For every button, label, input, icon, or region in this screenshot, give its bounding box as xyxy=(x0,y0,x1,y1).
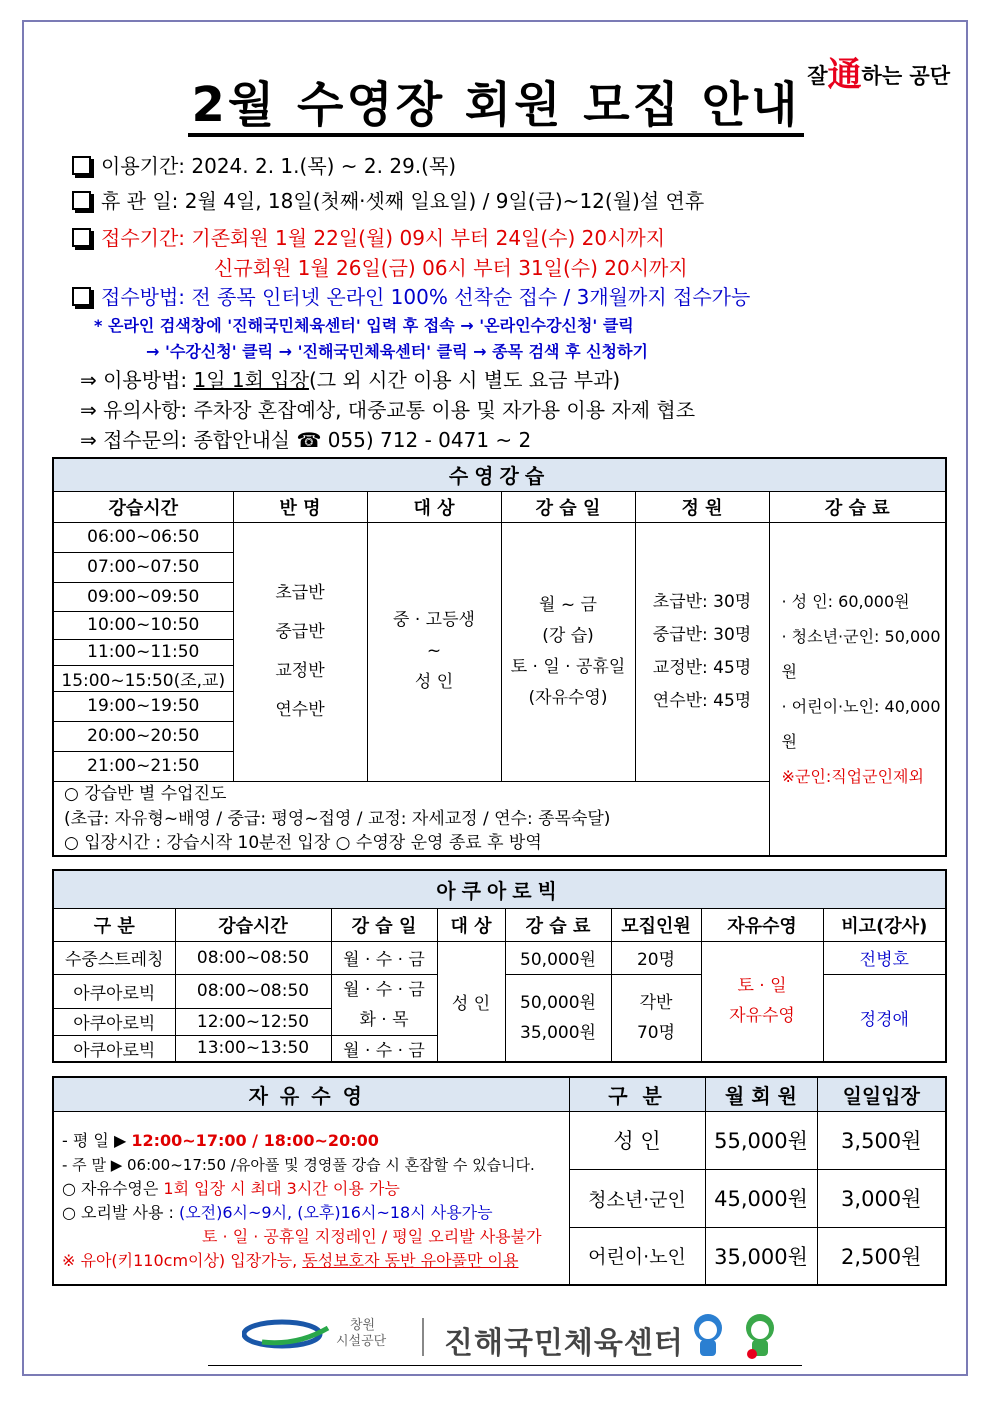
swoosh-icon xyxy=(242,1316,332,1352)
program-time: 08:00~08:50 xyxy=(175,974,331,1008)
free-swim-cell: 토 · 일 자유수영 xyxy=(701,941,823,1062)
program-time: 08:00~08:50 xyxy=(175,941,331,974)
instructor-cell: 전병호 xyxy=(823,941,946,974)
time-slot: 06:00~06:50 xyxy=(53,522,233,552)
org-name: 창원 시설공단 xyxy=(336,1318,387,1349)
free-swim-rules: - 평 일 ▶ 12:00~17:00 / 18:00~20:00 - 주 말 ▶ 06:00~17:50 /유아풀 및 경영풀 강습 시 혼잡할 수 있습니다. ○ 자유수영은 1회 입장 시 최대 3시간 이용 가능 ○ 오리발 사용 : (오전)6시~9시, (오후)16시~18시 사용가능 토 · 일 · 공휴일 지정레인 / 평일 오리발 사용불가 ※ 유아(키110cm이상) 입장가능, 동성보호자 동반 유아풀만 이용 xyxy=(53,1111,569,1285)
days-cell: 월 ~ 금 (강 습) 토 · 일 · 공휴일 (자유수영) xyxy=(501,522,635,781)
capacity-cell: 초급반: 30명 중급반: 30명 교정반: 45명 연수반: 45명 xyxy=(635,522,769,781)
program-days: 월 · 수 · 금 화 · 목 xyxy=(331,974,437,1035)
time-slot: 10:00~10:50 xyxy=(53,611,233,639)
price-daily: 3,500원 xyxy=(817,1111,946,1169)
col-fee: 강 습 료 xyxy=(505,908,611,941)
info-method: 접수방법: 전 종목 인터넷 온라인 100% 선착순 접수 / 3개월까지 접수가능 xyxy=(72,283,750,311)
footer-line xyxy=(208,1365,802,1366)
checkbox-icon xyxy=(72,156,91,175)
target-cell: 중 · 고등생 ~ 성 인 xyxy=(367,522,501,781)
program-time: 12:00~12:50 xyxy=(175,1008,331,1035)
checkbox-icon xyxy=(72,228,91,247)
instructor-cell: 정경애 xyxy=(823,974,946,1062)
col-time: 강습시간 xyxy=(53,491,233,522)
info-reception: 접수기간: 기존회원 1월 22일(월) 09시 부터 24일(수) 20시까지 xyxy=(72,224,665,252)
price-monthly: 35,000원 xyxy=(705,1227,817,1285)
divider xyxy=(422,1318,424,1356)
time-slot: 19:00~19:50 xyxy=(53,691,233,721)
info-guide-2: → '수강신청' 클릭 → '진해국민체육센터' 클릭 → 종목 검색 후 신청하기 xyxy=(146,342,648,361)
col-capacity: 정 원 xyxy=(635,491,769,522)
time-slot: 07:00~07:50 xyxy=(53,552,233,582)
col-fee: 강 습 료 xyxy=(769,491,946,522)
entry-note: ○ 입장시간 : 강습시작 10분전 입장 ○ 수영장 운영 종료 후 방역 xyxy=(53,831,769,856)
info-contact: ⇒ 접수문의: 종합안내실 ☎ 055) 712 - 0471 ~ 2 xyxy=(80,428,532,452)
time-slot: 09:00~09:50 xyxy=(53,582,233,611)
col-target: 대 상 xyxy=(437,908,505,941)
fee-cell: 50,000원 xyxy=(505,941,611,974)
col-days: 강 습 일 xyxy=(331,908,437,941)
progress-note: ○ 강습반 별 수업진도 xyxy=(53,781,769,806)
price-monthly: 55,000원 xyxy=(705,1111,817,1169)
free-swim-table xyxy=(52,1076,947,1286)
time-slot: 11:00~11:50 xyxy=(53,639,233,665)
fee-cell: 50,000원 35,000원 xyxy=(505,974,611,1062)
time-slot: 15:00~15:50(조,교) xyxy=(53,665,233,691)
mascot-icon xyxy=(682,1310,792,1362)
aqua-header: 아쿠아로빅 xyxy=(53,870,946,908)
col-free-swim: 자유수영 xyxy=(701,908,823,941)
price-monthly: 45,000원 xyxy=(705,1169,817,1227)
col-category: 구 분 xyxy=(53,908,175,941)
page-title: 2월 수영장 회원 모집 안내 xyxy=(0,66,992,135)
program-name: 아쿠아로빅 xyxy=(53,974,175,1008)
checkbox-icon xyxy=(72,191,91,210)
price-type: 청소년·군인 xyxy=(569,1169,705,1227)
target-cell: 성 인 xyxy=(437,941,505,1062)
program-days: 월 · 수 · 금 xyxy=(331,1035,437,1062)
col-category: 구 분 xyxy=(569,1077,705,1111)
price-type: 어린이·노인 xyxy=(569,1227,705,1285)
price-daily: 2,500원 xyxy=(817,1227,946,1285)
aquarobic-table xyxy=(52,869,947,1063)
price-type: 성 인 xyxy=(569,1111,705,1169)
col-target: 대 상 xyxy=(367,491,501,522)
col-instructor: 비고(강사) xyxy=(823,908,946,941)
checkbox-icon xyxy=(72,287,91,306)
time-slot: 21:00~21:50 xyxy=(53,751,233,781)
info-period: 이용기간: 2024. 2. 1.(목) ~ 2. 29.(목) xyxy=(72,152,456,180)
free-swim-header: 자유수영 xyxy=(53,1077,569,1111)
col-recruit: 모집인원 xyxy=(611,908,701,941)
col-class: 반 명 xyxy=(233,491,367,522)
time-slot: 20:00~20:50 xyxy=(53,721,233,751)
info-notice: ⇒ 유의사항: 주차장 혼잡예상, 대중교통 이용 및 자가용 이용 자제 협조 xyxy=(80,398,696,422)
col-daily: 일일입장 xyxy=(817,1077,946,1111)
fee-cell: · 성 인: 60,000원 · 청소년·군인: 50,000원 · 어린이·노인: 40,000원 ※군인:직업군인제외 xyxy=(769,522,946,856)
recruit-cell: 각반 70명 xyxy=(611,974,701,1062)
program-time: 13:00~13:50 xyxy=(175,1035,331,1062)
program-name: 아쿠아로빅 xyxy=(53,1008,175,1035)
info-closed: 휴 관 일: 2월 4일, 18일(첫째·셋째 일요일) / 9일(금)~12(월)설 연휴 xyxy=(72,187,704,215)
price-daily: 3,000원 xyxy=(817,1169,946,1227)
mascot-icons xyxy=(682,1310,792,1366)
col-time: 강습시간 xyxy=(175,908,331,941)
slogan: 잘通하는 공단 xyxy=(807,55,950,95)
info-usage: ⇒ 이용방법: 1일 1회 입장(그 외 시간 이용 시 별도 요금 부과) xyxy=(80,368,621,392)
col-days: 강 습 일 xyxy=(501,491,635,522)
program-name: 수중스트레칭 xyxy=(53,941,175,974)
center-name: 진해국민체육센터 xyxy=(444,1326,684,1361)
changwon-logo xyxy=(242,1316,332,1356)
col-monthly: 월 회 원 xyxy=(705,1077,817,1111)
recruit-cell: 20명 xyxy=(611,941,701,974)
info-guide-1: * 온라인 검색창에 '진해국민체육센터' 입력 후 접속 → '온라인수강신청' 클릭 xyxy=(94,316,634,335)
progress-detail: (초급: 자유형~배영 / 중급: 평영~접영 / 교정: 자세교정 / 연수: 종목숙달) xyxy=(53,806,769,831)
swim-header: 수영강습 xyxy=(53,458,946,491)
program-days: 월 · 수 · 금 xyxy=(331,941,437,974)
class-list: 초급반 중급반 교정반 연수반 xyxy=(233,522,367,781)
info-reception-new: 신규회원 1월 26일(금) 06시 부터 31일(수) 20시까지 xyxy=(214,256,688,280)
swim-lesson-table xyxy=(52,457,947,857)
program-name: 아쿠아로빅 xyxy=(53,1035,175,1062)
